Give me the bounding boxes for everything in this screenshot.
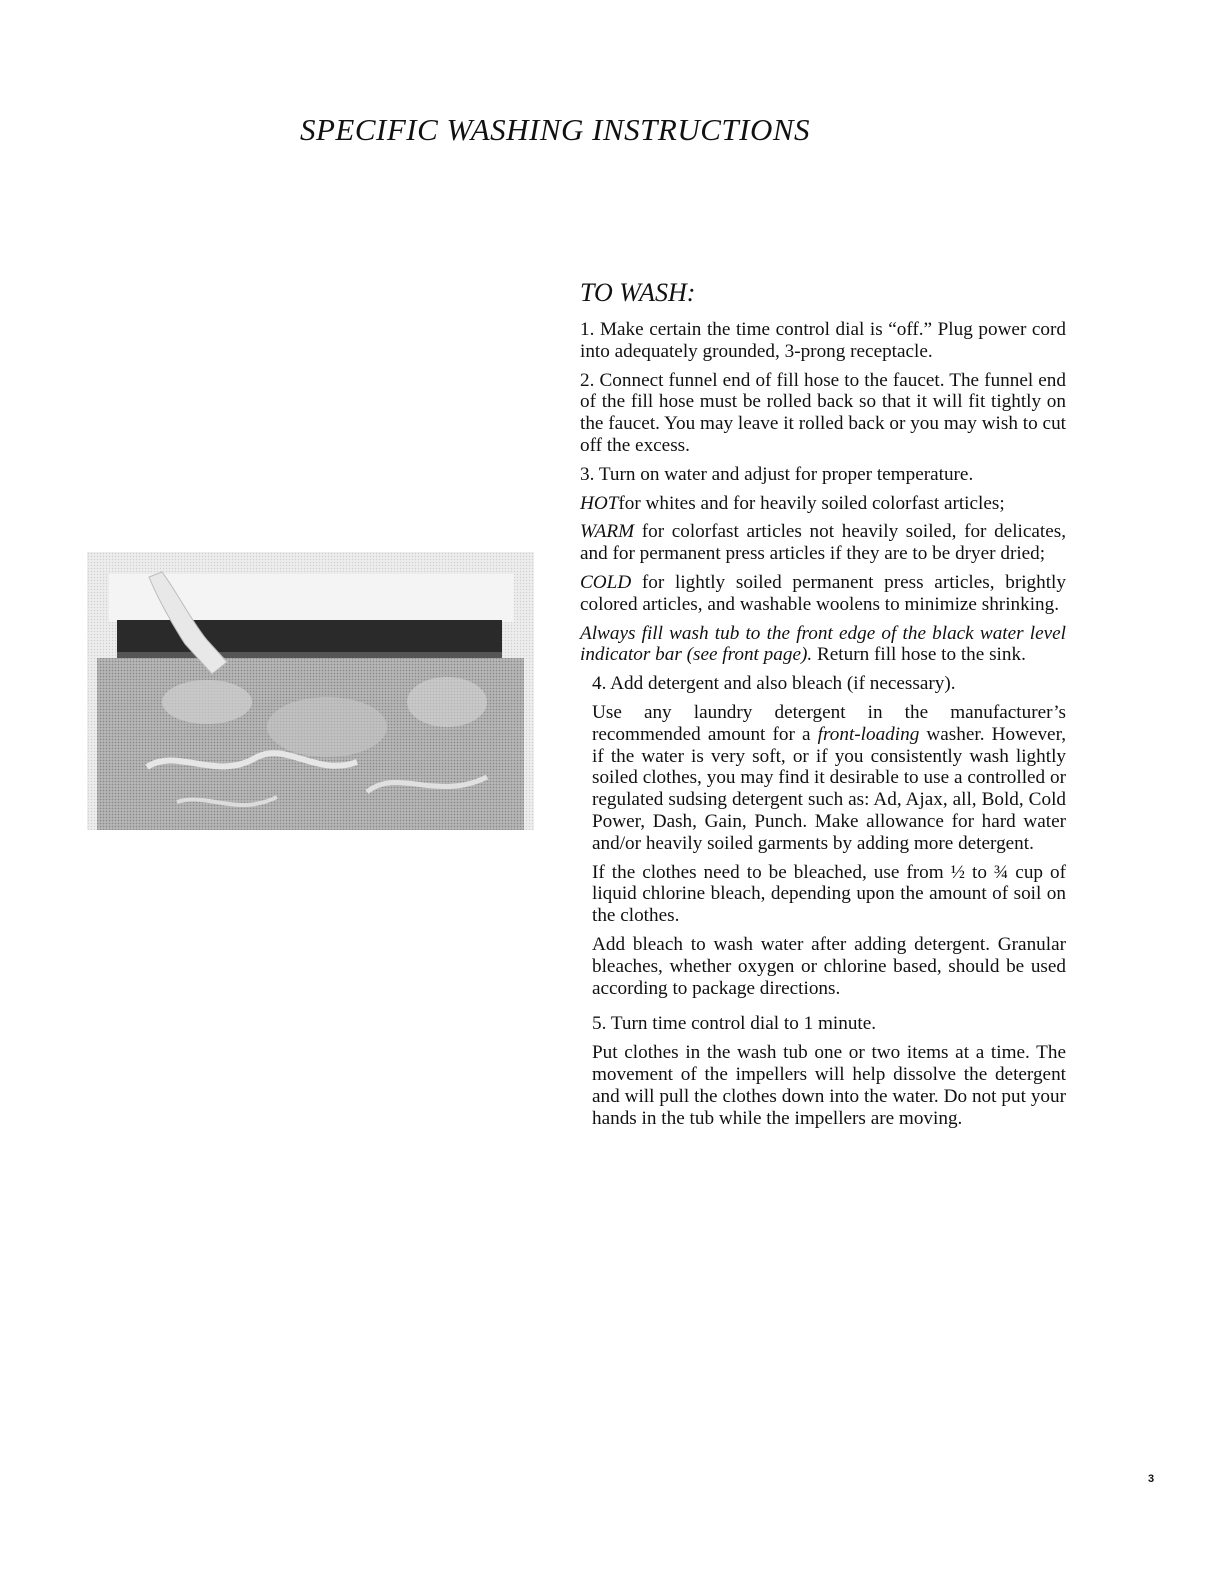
detergent-text-a: Use any laundry detergent in the manufacturer’s recommended amount for a <box>592 701 1066 745</box>
fill-note-plain: Return fill hose to the sink. <box>812 644 1026 666</box>
detergent-text-b: washer. However, if the water is very soft, or if you consistently wash lightly soiled clothes, you may find it desirable to use a controlled or regulated sudsing detergent such as: Ad, Ajax, all, Bold, Cold Power, Dash, Gain, Punch. Make allowance for hard water and/or heavily soiled garments by adding more detergent. <box>592 723 1066 854</box>
detergent-paragraph <box>580 702 1066 855</box>
cold-instruction <box>580 572 1066 616</box>
bleach-amount-paragraph: If the clothes need to be bleached, use from ½ to ¾ cup of liquid chlorine bleach, depending upon the amount of soil on the clothes. <box>592 861 1066 927</box>
washer-tub-photo <box>87 552 534 830</box>
clothes-paragraph: Put clothes in the wash tub one or two items at a time. The movement of the impellers will help dissolve the detergent and will pull the clothes down into the water. Do not put your hands in the tub while the impellers are moving. <box>592 1042 1066 1129</box>
cold-label: COLD <box>580 571 632 593</box>
hot-text: for whites and for heavily soiled colorfast articles; <box>618 492 1005 514</box>
step-4: 4. Add detergent and also bleach (if necessary). <box>592 673 956 695</box>
step-2: 2. Connect funnel end of fill hose to the faucet. The funnel end of the fill hose must be rolled back so that it will fit tightly on the faucet. You may leave it rolled back or you may wish to cut off the excess. <box>580 369 1066 456</box>
section-heading: TO WASH: <box>580 278 696 307</box>
step-3: 3. Turn on water and adjust for proper temperature. <box>580 463 974 485</box>
warm-text: for colorfast articles not heavily soiled, for delicates, and for permanent press articles if they are to be dryer dried; <box>580 521 1066 565</box>
instructions-column <box>580 278 1066 1136</box>
front-loading-emphasis: front-loading <box>817 723 920 745</box>
page-number: 3 <box>1148 1473 1155 1485</box>
page-title: SPECIFIC WASHING INSTRUCTIONS <box>300 112 811 147</box>
bleach-add-paragraph: Add bleach to wash water after adding detergent. Granular bleaches, whether oxygen or chlorine based, should be used according to package directions. <box>592 933 1066 999</box>
fill-note <box>580 623 1066 667</box>
warm-instruction <box>580 521 1066 565</box>
hot-instruction <box>580 493 1066 515</box>
cold-text: for lightly soiled permanent press articles, brightly colored articles, and washable woolens to minimize shrinking. <box>580 571 1066 615</box>
warm-label: WARM <box>580 521 635 543</box>
step-5: 5. Turn time control dial to 1 minute. <box>592 1013 877 1035</box>
hot-label: HOT <box>580 492 619 514</box>
fill-note-italic: Always fill wash tub to the front edge of the black water level indicator bar (see front page). <box>580 622 1066 666</box>
step-1: 1. Make certain the time control dial is “off.” Plug power cord into adequately grounded, 3-prong receptacle. <box>580 319 1066 362</box>
